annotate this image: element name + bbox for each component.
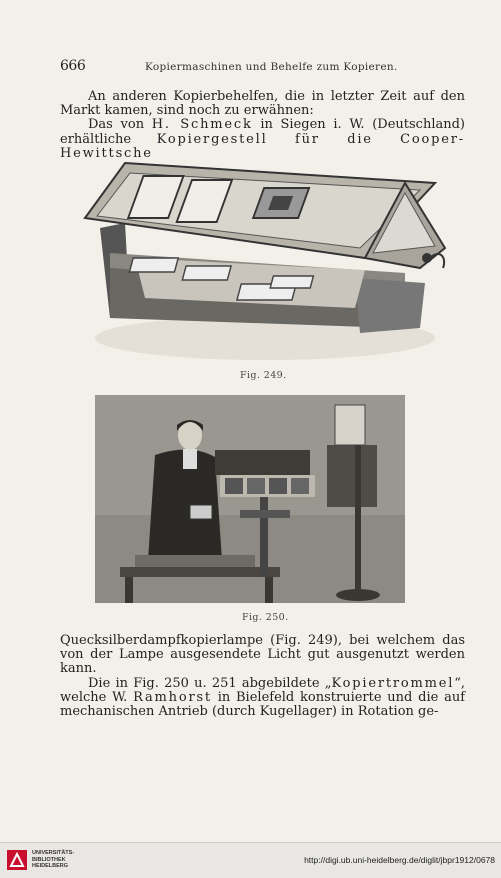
text-block-top <box>60 90 465 161</box>
source-url-link[interactable]: http://digi.ub.uni-heidelberg.de/diglit/jbpr1912/0678 <box>304 855 495 865</box>
paragraph-lamp: Quecksilberdampfkopierlampe (Fig. 249), bei welchem das von der Lampe ausgesendete Licht gut ausgenutzt werden kann. <box>60 633 465 677</box>
figure-250-caption: Fig. 250. <box>242 612 289 623</box>
figure-249-copying-stand <box>75 158 455 368</box>
paragraph-intro: An anderen Kopierbehelfen, die in letzter Zeit auf den Markt kamen, sind noch zu erwähnen: <box>60 89 465 119</box>
paragraph-kopiertrommel: Die in Fig. 250 u. 251 abgebildete „Kopiertrommel“, welche W. Ramhorst in Bielefeld konstruierte und die auf mechanischen Antrieb (durch Kugellager) in Rotation ge- <box>60 675 466 720</box>
page-number: 666 <box>60 58 86 74</box>
digitization-footer <box>0 842 501 878</box>
person-name: H. Schmeck <box>151 117 253 133</box>
text-block-bottom <box>60 634 465 719</box>
figure-250-photograph <box>95 395 405 603</box>
person-name-ramhorst: Ramhorst <box>133 689 212 705</box>
term-kopiergestell: Kopiergestell <box>156 131 268 147</box>
library-name: UNIVERSITÄTS- BIBLIOTHEK HEIDELBERG <box>32 850 75 869</box>
running-title: Kopiermaschinen und Behelfe zum Kopieren. <box>145 61 398 73</box>
term-kopiertrommel: Kopiertrommel <box>331 675 455 691</box>
university-library-logo-icon <box>6 849 28 871</box>
figure-249-caption: Fig. 249. <box>240 370 287 381</box>
paragraph-schmeck: Das von H. Schmeck in Siegen i. W. (Deutschland) erhältliche Kopiergestell für die Cooper-Hewittsche <box>60 117 465 161</box>
page-header <box>60 58 470 78</box>
